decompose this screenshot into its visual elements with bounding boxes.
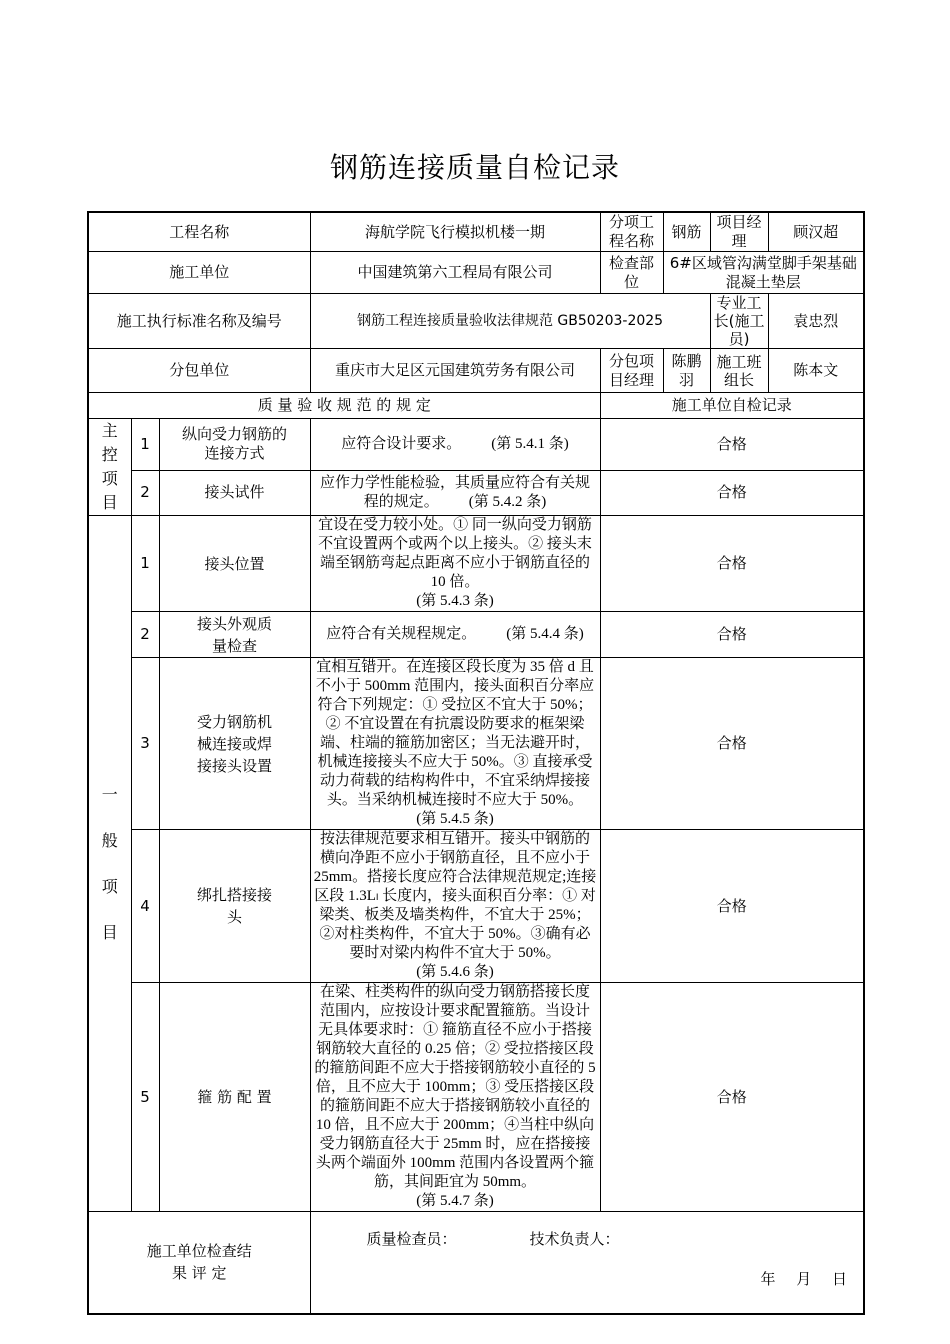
main-control-group-label xyxy=(88,419,131,516)
requirement-text: 宜设在受力较小处。① 同一纵向受力钢筋不宜设置两个或两个以上接头。② 接头末端至钢筋弯起点距离不应小于钢筋直径的 10 倍。 xyxy=(318,517,592,590)
item-name: 接头外观质量检查 xyxy=(159,612,310,658)
general-group-char: 般 xyxy=(101,830,118,850)
item-result: 合格 xyxy=(600,419,864,471)
contractor-value: 中国建筑第六工程局有限公司 xyxy=(310,252,600,294)
clause-ref: (第 5.4.1 条) xyxy=(491,435,569,452)
main-group-char: 目 xyxy=(101,493,118,512)
inspect-part-label: 检查部位 xyxy=(600,252,663,294)
standard-value: 钢筋工程连接质量验收法律规范 GB50203-2025 xyxy=(310,294,710,349)
item-requirement xyxy=(310,516,600,612)
item-requirement xyxy=(310,419,600,471)
item-name: 纵向受力钢筋的连接方式 xyxy=(159,419,310,471)
general-group-char: 目 xyxy=(101,922,118,942)
item-number: 3 xyxy=(131,658,159,830)
item-result: 合格 xyxy=(600,658,864,830)
contractor-label: 施工单位 xyxy=(88,252,310,294)
subcontractor-label: 分包单位 xyxy=(88,349,310,393)
item-requirement xyxy=(310,983,600,1212)
item-number: 2 xyxy=(131,612,159,658)
item-name: 接头试件 xyxy=(159,470,310,515)
item-requirement xyxy=(310,612,600,658)
inspect-part-value: 6#区域管沟满堂脚手架基础混凝土垫层 xyxy=(663,252,864,294)
project-name-value: 海航学院飞行模拟机楼一期 xyxy=(310,212,600,252)
subcontractor-value: 重庆市大足区元国建筑劳务有限公司 xyxy=(310,349,600,393)
requirement-text: 应符合有关规程规定。 xyxy=(326,626,477,642)
date-label: 年 月 日 xyxy=(760,1270,856,1288)
main-group-char: 控 xyxy=(101,445,118,464)
item-result: 合格 xyxy=(600,983,864,1212)
spec-header: 质 量 验 收 规 范 的 规 定 xyxy=(88,393,600,419)
tech-lead-label: 技术负责人： xyxy=(529,1230,620,1248)
clause-ref: (第 5.4.2 条) xyxy=(468,493,547,510)
team-leader-value: 陈本文 xyxy=(768,349,864,393)
general-group-char: 一 xyxy=(101,784,118,804)
clause-ref: (第 5.4.5 条) xyxy=(416,811,494,827)
item-requirement xyxy=(310,470,600,515)
pm-label: 项目经理 xyxy=(710,212,768,252)
item-number: 4 xyxy=(131,830,159,983)
sub-project-label: 分项工程名称 xyxy=(600,212,663,252)
foreman-label: 专业工长(施工员) xyxy=(710,294,768,349)
inspector-label: 质量检查员： xyxy=(366,1230,457,1248)
pm-value: 顾汉超 xyxy=(768,212,864,252)
foreman-value: 袁忠烈 xyxy=(768,294,864,349)
standard-label: 施工执行标准名称及编号 xyxy=(88,294,310,349)
main-group-char: 主 xyxy=(101,421,118,440)
item-requirement xyxy=(310,830,600,983)
main-group-char: 项 xyxy=(101,469,118,488)
item-name: 接头位置 xyxy=(159,516,310,612)
item-number: 1 xyxy=(131,516,159,612)
project-name-label: 工程名称 xyxy=(88,212,310,252)
clause-ref: (第 5.4.7 条) xyxy=(416,1193,494,1209)
item-number: 2 xyxy=(131,470,159,515)
item-result: 合格 xyxy=(600,830,864,983)
item-number: 1 xyxy=(131,419,159,471)
item-result: 合格 xyxy=(600,612,864,658)
eval-label: 施工单位检查结 果 评 定 xyxy=(88,1212,310,1314)
item-number: 5 xyxy=(131,983,159,1212)
item-result: 合格 xyxy=(600,470,864,515)
general-group-label xyxy=(88,516,131,1212)
sub-pm-label: 分包项目经理 xyxy=(600,349,663,393)
clause-ref: (第 5.4.4 条) xyxy=(506,626,584,642)
general-group-char: 项 xyxy=(101,876,118,896)
inspection-form xyxy=(87,211,865,1315)
sub-pm-value: 陈鹏羽 xyxy=(663,349,710,393)
requirement-text: 宜相互错开。在连接区段长度为 35 倍 d 且不小于 500mm 范围内，接头面积百分率应符合下列规定：① 受拉区不宜大于 50%；② 不宜设置在有抗震设防要求的框架梁端、柱端的箍筋加密区；当无法避开时，机械连接接头不应大于 50%。③ 直接承受动力荷载的结构构件中，不宜采纳焊接接头。当采纳机械连接时不应大于 50%。 xyxy=(315,659,595,808)
requirement-text: 在梁、柱类构件的纵向受力钢筋搭接长度范围内，应按设计要求配置箍筋。当设计无具体要求时：① 箍筋直径不应小于搭接钢筋较大直径的 0.25 倍；② 受拉搭接区段的箍筋间距不应大于搭接钢筋较小直径的 5 倍，且不应大于 100mm；③ 受压搭接区段的箍筋间距不应大于搭接钢筋较小直径的 10 倍，且不应大于 200mm；④当柱中纵向受力钢筋直径大于 25mm 时，应在搭接接头两个端面外 100mm 范围内各设置两个箍筋，其间距宜为 50mm。 xyxy=(314,984,596,1190)
item-name: 绑扎搭接接头 xyxy=(159,830,310,983)
requirement-text: 应符合设计要求。 xyxy=(341,435,462,452)
clause-ref: (第 5.4.3 条) xyxy=(416,593,494,609)
requirement-text: 应作力学性能检验，其质量应符合有关规程的规定。 xyxy=(320,474,591,510)
record-header: 施工单位自检记录 xyxy=(600,393,864,419)
clause-ref: (第 5.4.6 条) xyxy=(416,964,494,980)
item-name: 箍 筋 配 置 xyxy=(159,983,310,1212)
item-result: 合格 xyxy=(600,516,864,612)
sub-project-value: 钢筋 xyxy=(663,212,710,252)
item-name: 受力钢筋机械连接或焊接接头设置 xyxy=(159,658,310,830)
item-requirement xyxy=(310,658,600,830)
page-title: 钢筋连接质量自检记录 xyxy=(329,151,620,184)
signature-area xyxy=(310,1212,864,1314)
team-leader-label: 施工班组长 xyxy=(710,349,768,393)
requirement-text: 按法律规范要求相互错开。接头中钢筋的横向净距不应小于钢筋直径，且不应小于 25mm。搭接长度应符合法律规范规定;连接区段 1.3Lₗ 长度内，接头面积百分率：① 对梁类、板类及墙类构件，不宜大于 25%；②对柱类构件，不宜大于 50%。③确有必要时对梁内构件不宜大于 50%。 xyxy=(313,831,597,961)
